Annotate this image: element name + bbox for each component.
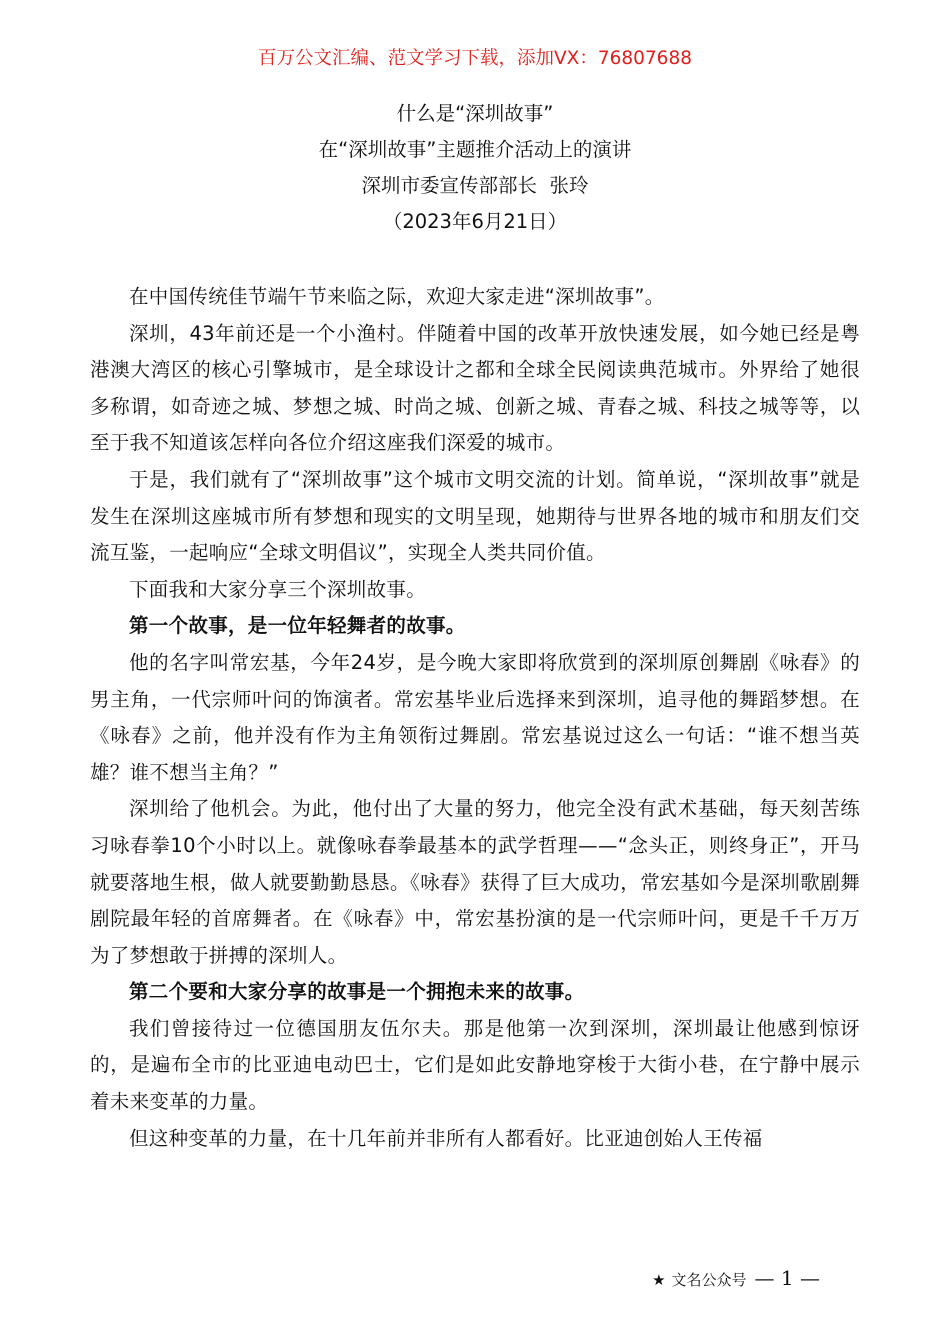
document-title: 什么是“深圳故事”: [396, 102, 554, 125]
speaker-line: 深圳市委宣传部部长 张玲: [361, 174, 589, 197]
paragraph: 深圳，43年前还是一个小渔村。伴随着中国的改革开放快速发展，如今她已经是粤港澳大湾区的核心引擎城市，是全球设计之都和全球全民阅读典范城市。外界给了她很多称谓，如奇迹之城、梦想之城、时尚之城、创新之城、青春之城、科技之城等等，以至于我不知道该怎样向各位介绍这座我们深爱的城市。: [90, 321, 860, 455]
date-line: （2023年6月21日）: [382, 210, 568, 233]
paragraph: 下面我和大家分享三个深圳故事。: [129, 577, 427, 601]
page-footer: [652, 1266, 820, 1292]
page-number: — 1 —: [754, 1266, 820, 1290]
section-heading: 第二个要和大家分享的故事是一个拥抱未来的故事。: [129, 980, 585, 1004]
paragraph: 他的名字叫常宏基，今年24岁，是今晚大家即将欣赏到的深圳原创舞剧《咏春》的男主角，一代宗师叶问的饰演者。常宏基毕业后选择来到深圳，追寻他的舞蹈梦想。在《咏春》之前，他并没有作为主角领衔过舞剧。常宏基说过这么一句话：“谁不想当英雄？谁不想当主角？”: [90, 650, 860, 784]
paragraph: 于是，我们就有了“深圳故事”这个城市文明交流的计划。简单说，“深圳故事”就是发生在深圳这座城市所有梦想和现实的文明呈现，她期待与世界各地的城市和朋友们交流互鉴，一起响应“全球文明倡议”，实现全人类共同价值。: [90, 467, 860, 565]
section-heading: 第一个故事，是一位年轻舞者的故事。: [129, 614, 466, 638]
paragraph: 在中国传统佳节端午节来临之际，欢迎大家走进“深圳故事”。: [129, 285, 665, 308]
header-banner: 百万公文汇编、范文学习下载，添加VX：76807688: [258, 48, 692, 69]
title-block: [0, 96, 950, 240]
star-icon: ★: [652, 1271, 666, 1289]
paragraph: 深圳给了他机会。为此，他付出了大量的努力，他完全没有武术基础，每天刻苦练习咏春拳10个小时以上。就像咏春拳最基本的武学哲理——“念头正，则终身正”，开马就要落地生根，做人就要勤勤恳恳。《咏春》获得了巨大成功，常宏基如今是深圳歌剧舞剧院最年轻的首席舞者。在《咏春》中，常宏基扮演的是一代宗师叶问，更是千千万万为了梦想敢于拼搏的深圳人。: [90, 797, 860, 967]
speech-body: [90, 279, 860, 1157]
footer-label: 文名公众号: [671, 1271, 747, 1289]
paragraph: 我们曾接待过一位德国朋友伍尔夫。那是他第一次到深圳，深圳最让他感到惊讶的，是遍布全市的比亚迪电动巴士，它们是如此安静地穿梭于大街小巷，在宁静中展示着未来变革的力量。: [90, 1016, 860, 1114]
paragraph: 但这种变革的力量，在十几年前并非所有人都看好。比亚迪创始人王传福: [129, 1126, 763, 1150]
document-subtitle: 在“深圳故事”主题推介活动上的演讲: [318, 138, 632, 161]
